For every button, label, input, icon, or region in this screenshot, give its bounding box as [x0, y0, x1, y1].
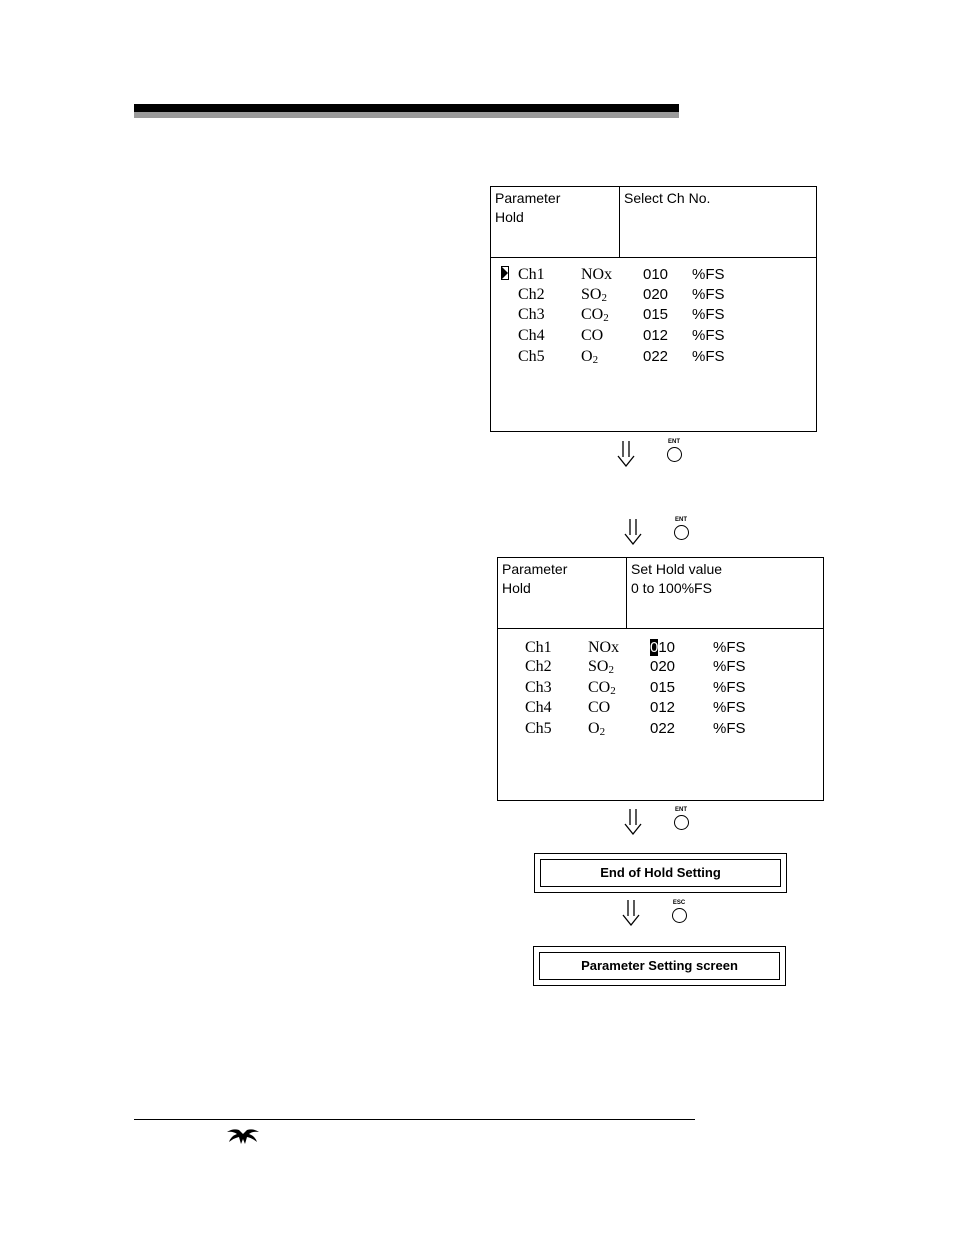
ent-key-label: ENT [668, 439, 680, 445]
edit-cursor-digit: 0 [650, 639, 659, 656]
channel-label: Ch2 [525, 658, 552, 675]
hold-value-input[interactable]: 010 [650, 639, 676, 656]
lcd-header [491, 187, 816, 258]
channel-label: Ch3 [518, 306, 545, 323]
unit-label: %FS [713, 679, 746, 696]
unit-label: %FS [713, 699, 746, 716]
double-down-arrow-icon [616, 441, 636, 467]
gas-name: CO [588, 699, 611, 716]
channel-row[interactable] [525, 698, 775, 718]
cursor-arrow-icon [501, 266, 509, 280]
ent-key-circle-icon [667, 447, 682, 462]
channel-row[interactable] [525, 657, 775, 677]
lcd-header [498, 558, 823, 629]
unit-label: %FS [692, 286, 725, 303]
gas-name: NOx [581, 266, 613, 283]
channel-label: Ch1 [518, 266, 545, 283]
channel-label: Ch2 [518, 286, 545, 303]
unit-label: %FS [692, 306, 725, 323]
ent-key-label: ENT [675, 807, 687, 813]
double-down-arrow-icon [621, 900, 641, 926]
hold-value: 022 [650, 720, 676, 737]
channel-row[interactable] [518, 347, 768, 367]
gas-name: CO [581, 327, 604, 344]
lcd-header-right [627, 558, 823, 628]
hold-value: 012 [650, 699, 676, 716]
channel-label: Ch1 [525, 639, 552, 656]
gas-name: $O_2$ [581, 348, 599, 366]
hold-value: 015 [650, 679, 676, 696]
lcd-header-left [491, 187, 620, 257]
channel-label: Ch3 [525, 679, 552, 696]
header-rule-shadow [134, 112, 679, 118]
double-down-arrow-icon [623, 809, 643, 835]
channel-row[interactable] [525, 719, 775, 739]
end-of-hold-message: End of Hold Setting [540, 859, 781, 887]
gas-name: $CO_2$ [581, 306, 609, 324]
hold-value: 012 [643, 327, 669, 344]
end-of-hold-message-box [534, 853, 787, 893]
esc-key-label: ESC [672, 900, 686, 906]
hold-value: 020 [643, 286, 669, 303]
unit-label: %FS [692, 266, 725, 283]
unit-label: %FS [692, 327, 725, 344]
parameter-setting-screen-label: Parameter Setting screen [539, 952, 780, 980]
unit-label: %FS [692, 348, 725, 365]
gas-name: NOx [588, 639, 620, 656]
teledyne-logo-icon [225, 1128, 261, 1146]
ent-key-button[interactable] [671, 517, 691, 540]
header-subtitle: Hold [502, 580, 531, 596]
hold-value: 015 [643, 306, 669, 323]
channel-row[interactable] [518, 265, 768, 285]
lcd-screen-select-channel [490, 186, 817, 432]
ent-key-circle-icon [674, 815, 689, 830]
ent-key-label: ENT [675, 517, 687, 523]
header-instruction: Select Ch No. [624, 190, 711, 206]
lcd-screen-set-hold-value [497, 557, 824, 801]
channel-row[interactable] [525, 678, 775, 698]
hold-value: 022 [643, 348, 669, 365]
channel-label: Ch5 [525, 720, 552, 737]
parameter-setting-screen-box [533, 946, 786, 986]
ent-key-button[interactable] [671, 807, 691, 830]
header-instruction: Set Hold value [631, 561, 723, 577]
unit-label: %FS [713, 658, 746, 675]
footer-rule [134, 1119, 695, 1120]
lcd-header-left [498, 558, 627, 628]
header-subtitle: Hold [495, 209, 524, 225]
header-rule [134, 104, 679, 112]
double-down-arrow-icon [623, 519, 643, 545]
channel-label: Ch4 [525, 699, 552, 716]
header-range: 0 to 100%FS [631, 580, 712, 596]
hold-value: 010 [643, 266, 669, 283]
unit-label: %FS [713, 720, 746, 737]
channel-label: Ch5 [518, 348, 545, 365]
ent-key-circle-icon [674, 525, 689, 540]
hold-value: 020 [650, 658, 676, 675]
gas-name: $O_2$ [588, 720, 606, 738]
esc-key-circle-icon [672, 908, 687, 923]
ent-key-button[interactable] [664, 439, 684, 462]
unit-label: %FS [713, 639, 746, 656]
channel-row[interactable] [525, 638, 775, 658]
channel-row[interactable] [518, 305, 768, 325]
channel-row[interactable] [518, 285, 768, 305]
channel-row[interactable] [518, 326, 768, 346]
header-title: Parameter [502, 561, 568, 577]
channel-label: Ch4 [518, 327, 545, 344]
gas-name: $CO_2$ [588, 679, 616, 697]
gas-name: $SO_2$ [581, 286, 607, 304]
header-title: Parameter [495, 190, 561, 206]
lcd-header-right [620, 187, 816, 257]
esc-key-button[interactable] [669, 900, 689, 923]
gas-name: $SO_2$ [588, 658, 614, 676]
